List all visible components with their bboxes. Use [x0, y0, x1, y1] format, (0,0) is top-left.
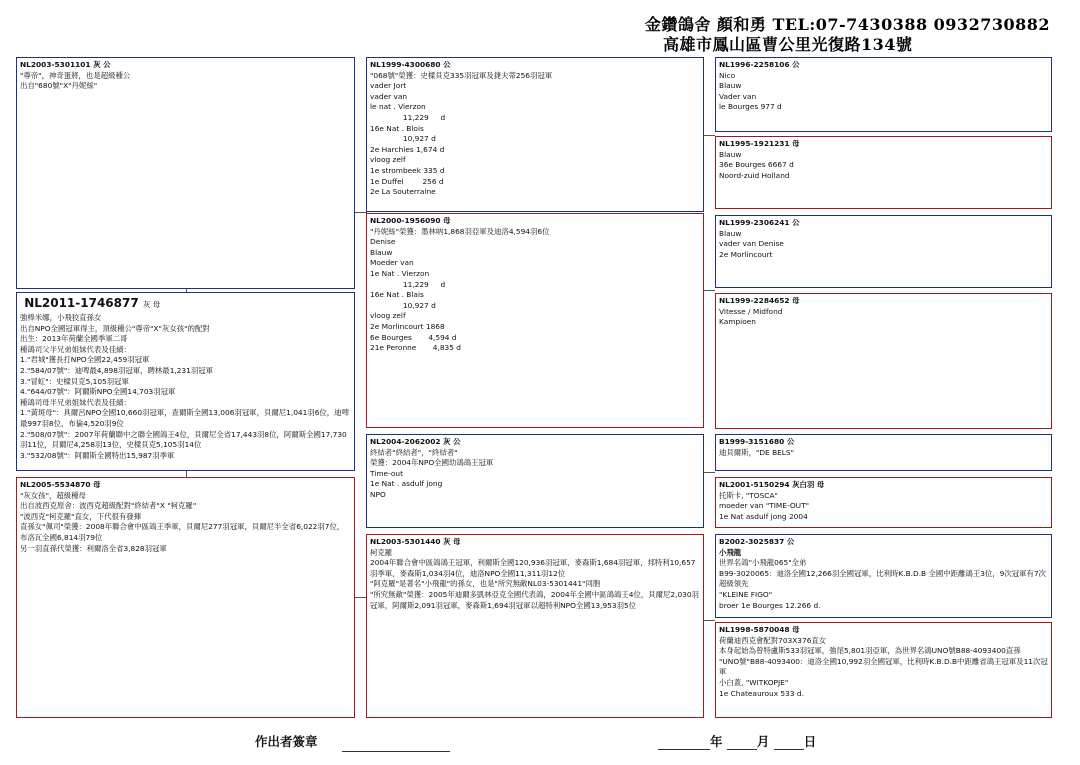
dam-sire-box	[366, 434, 704, 528]
subject-note: 3."532/08號"：阿爾斯全國特出15,987羽季軍	[20, 450, 175, 460]
sire-box	[16, 57, 355, 289]
dam-dam-note: "阿克羅"是著名"小飛龍"的孫女，也是"所究無敵NL03-5301441"同胞	[370, 579, 601, 589]
year-blank	[658, 735, 710, 750]
sire-dam-box	[366, 213, 704, 428]
sire-sire-note: le nat . Vierzon	[370, 102, 426, 112]
sire-sire-note: vader Jort	[370, 81, 407, 91]
subject-note: 種鴿司父半兄弟姐妹代表及佳績：	[20, 344, 131, 354]
connector	[186, 470, 187, 477]
dss-note: 迪貝爾斯，"DE BELS"	[719, 447, 795, 457]
ssd-box	[715, 136, 1052, 209]
month-label: 月	[756, 734, 770, 749]
subject-note: 1."黃斑母"：具爾呂NPO全國10,660羽冠軍，查爾斯全國13,006羽冠軍，貝爾尼1,041羽6位，迪啤最997羽8位，布倫4,520羽9位	[20, 408, 349, 428]
sire-dam-note: 10,927 d	[370, 300, 436, 310]
sire-sire-note: 10,927 d	[370, 134, 436, 144]
sss-box	[715, 57, 1052, 132]
sire-dam-note: 16e Nat . Blais	[370, 290, 424, 300]
sire-sire-note: 11,229 d	[370, 112, 446, 122]
sire-dam-note: 21e Peronne 4,835 d	[370, 343, 461, 353]
dds-note: 小飛龍	[719, 547, 742, 557]
ssd-id: NL1995-1921231 母	[719, 139, 800, 148]
subject-note: 強棒米娜，小飛狡直孫女	[20, 313, 102, 322]
sire-dam-note: Blauw	[370, 247, 393, 257]
dds-note: B99-3020065：迪洛全國12,266羽全國冠軍，比利時K.B.D.B 全國中距離鴿王3位，9次冠軍有7次超級領先	[719, 568, 1047, 589]
dam-sire-note: NPO	[370, 489, 386, 499]
sire-sire-note: vloog zelf	[370, 155, 406, 165]
sds-note: 2e Morlincourt	[719, 249, 773, 259]
sss-note: le Bourges 977 d	[719, 102, 782, 112]
ddd-id: NL1998-5870048 母	[719, 625, 800, 634]
signature-label: 作出者簽章	[255, 734, 318, 749]
sire-dam-note: 11,229 d	[370, 279, 446, 289]
dds-note: 世界名鴿"小飛龍065"全弟	[719, 558, 807, 568]
dsd-id: NL2001-5150294 灰白羽 母	[719, 480, 825, 489]
connector	[703, 135, 715, 136]
sds-box	[715, 215, 1052, 288]
dam-sire-note: Time-out	[370, 468, 403, 478]
sds-note: vader van Denise	[719, 239, 784, 249]
sire-sire-id: NL1999-4300680 公	[370, 60, 451, 69]
month-blank	[727, 735, 757, 750]
sire-sire-note: 16e Nat . Blois	[370, 123, 424, 133]
dam-note: 出自波西克原舍：波西克超級配對"終結者"X "柯克羅"	[20, 501, 197, 511]
subject-id: NL2011-1746877 灰 母	[24, 296, 161, 310]
day-label: 日	[803, 734, 817, 749]
dds-note: broer 1e Bourges 12.266 d.	[719, 600, 821, 610]
dds-note: "KLEINE FIGO"	[719, 589, 773, 599]
connector	[703, 620, 715, 621]
signature-line	[342, 751, 450, 752]
dds-box	[715, 534, 1052, 618]
ddd-note: 本身起始為曾特盧斯533羽冠軍，強尾5,801羽亞軍，為世界名鴿UNO號B88-4093400直孫	[719, 646, 1021, 656]
dsd-note: 托斯卡, "TOSCA"	[719, 490, 778, 500]
sds-note: Blauw	[719, 228, 742, 238]
dam-note: 另一羽直孫代榮獲：利爾洛全省3,828羽冠軍	[20, 543, 167, 553]
sire-dam-note: 2e Morlincourt 1868	[370, 321, 445, 331]
connector	[703, 472, 715, 473]
subject-note: 2."508/07號"：2007年荷蘭聯中之聯全國鴿王4位，貝爾尼全省17,443羽8位，阿爾斯全國17,730羽11位，貝爾尼4,258羽13位，史樑貝克5,105羽14位	[20, 429, 347, 450]
connector	[703, 290, 715, 291]
sire-dam-note: Moeder van	[370, 258, 414, 268]
subject-note: 出生：2013年荷蘭全國季軍二哥	[20, 334, 128, 344]
ssd-note: Noord-zuid Holland	[719, 170, 790, 180]
dam-sire-note: 1e Nat . asdulf jong	[370, 479, 443, 489]
dam-dam-note: 柯克羅	[370, 547, 393, 557]
dam-sire-note: 榮獲：2004年NPO全國幼鴿鴿王冠軍	[370, 458, 494, 468]
sire-sire-note: "068號"榮獲：史樑貝克335羽冠軍及捷夫蒂256羽冠軍	[370, 70, 553, 80]
ddd-note: "UNO號"B88-4093400：迪洛全國10,992羽全國冠軍，比利時K.B.D.B中距離省鴿王冠軍及11次冠軍	[719, 656, 1048, 677]
sire-dam-note: Denise	[370, 237, 396, 247]
dam-note: "灰女孩"，超級種母	[20, 490, 86, 500]
year-label: 年	[710, 734, 723, 749]
sss-id: NL1996-2258106 公	[719, 60, 800, 69]
sdd-note: Kampioen	[719, 317, 756, 327]
breeder-address-line: 高雄市鳳山區曹公里光復路134號	[663, 35, 913, 54]
sire-sire-note: 1e strombeek 335 d	[370, 165, 445, 175]
dam-dam-id: NL2003-5301440 灰 母	[370, 537, 461, 546]
dds-id: B2002-3025837 公	[719, 537, 795, 546]
dam-note: "波西克"柯克羅"直女，下代很有發揮	[20, 511, 142, 521]
dss-id: B1999-3151680 公	[719, 437, 795, 446]
sire-sire-note: vader van	[370, 91, 408, 101]
sdd-id: NL1999-2284652 母	[719, 296, 800, 305]
ssd-note: Blauw	[719, 149, 742, 159]
dsd-box	[715, 477, 1052, 528]
subject-note: 3."冒虹"：史樑貝克5,105羽冠軍	[20, 376, 129, 386]
sire-id: NL2003-5301101 灰 公	[20, 60, 111, 69]
sire-note: 出自"680號"X"丹妮絲"	[20, 81, 98, 91]
subject-note: 種鴿司母半兄弟姐妹代表及佳績：	[20, 397, 131, 407]
sdd-note: Vitesse / Midfond	[719, 306, 783, 316]
sire-dam-note: 6e Bourges 4,594 d	[370, 332, 457, 342]
sds-id: NL1999-2306241 公	[719, 218, 800, 227]
subject-note: 出自NPO全國冠軍得主，頂級種公"尊帝"X"灰女孩"的配對	[20, 323, 210, 333]
sire-dam-note: 1e Nat . Vierzon	[370, 268, 430, 278]
dsd-note: 1e Nat asdulf jong 2004	[719, 511, 808, 521]
sire-sire-note: 2e Harchies 1,674 d	[370, 144, 445, 154]
sire-dam-id: NL2000-1956090 母	[370, 216, 451, 225]
sire-sire-note: 1e Duffel 256 d	[370, 176, 444, 186]
subject-note: 4."644/07號"：阿爾斯NPO全國14,703羽冠軍	[20, 387, 176, 397]
subject-box	[16, 292, 355, 471]
dam-box	[16, 477, 355, 718]
dam-sire-note: 終結者"終結者"，"終結者"	[370, 447, 458, 457]
sdd-box	[715, 293, 1052, 429]
sire-note: "尊帝"，神奇蛋將，也是超級種公	[20, 70, 131, 80]
ddd-note: 荷蘭迪西克會配對703X376直女	[719, 635, 827, 645]
dam-dam-box	[366, 534, 704, 718]
ddd-box	[715, 622, 1052, 718]
dsd-note: moeder van "TIME-OUT"	[719, 501, 809, 511]
dam-id: NL2005-5534870 母	[20, 480, 101, 489]
sire-dam-note: vloog zelf	[370, 311, 406, 321]
subject-note: 2."584/07號"：迪啤最4,898羽冠軍，聘林最1,231羽冠軍	[20, 365, 214, 375]
dam-dam-note: 2004年聯合會中區鴿鴿王冠軍，利爾斯全國120,936羽冠軍，麥森斯1,684羽冠軍，邦特利10,657羽季軍，麥森斯1,034羽4位，迪洛NPO全國11,311羽12位	[370, 558, 696, 578]
breeder-contact-line: 金鑽鴿舍 顏和勇 TEL:07-7430388 0932730882	[644, 15, 1050, 34]
dam-sire-id: NL2004-2062002 灰 公	[370, 437, 461, 446]
day-blank	[774, 735, 804, 750]
ssd-note: 36e Bourges 6667 d	[719, 160, 794, 170]
ddd-note: 小白蓋, "WITKOPJE"	[719, 677, 789, 687]
subject-note: 1."君城"獲長打NPO全國22,459羽冠軍	[20, 355, 150, 365]
sire-sire-box	[366, 57, 704, 212]
sss-note: Nico	[719, 70, 736, 80]
sire-sire-note: 2e La Souterraine	[370, 187, 436, 197]
sss-note: Vader van	[719, 91, 757, 101]
sire-dam-note: "丹妮絲"榮獲：墨林吶1,868羽亞軍及迪洛4,594羽6位	[370, 226, 550, 236]
dam-dam-note: "所究無敵"榮獲：2005年迪爾多凱林亞克全國代表鴿，2004年全國中區鴿鴿王4位，貝爾尼2,030羽冠軍，阿爾斯2,091羽冠軍，麥森斯1,694羽冠軍以超特利NPO全國13,953羽5位	[370, 589, 699, 610]
dss-box	[715, 434, 1052, 471]
date-field	[658, 732, 816, 750]
dam-note: 直孫女"佩司"榮獲：2008年聯合會中區鴿王季軍，貝爾尼277羽冠軍，貝爾尼半全省6,022羽7位，布洛瓦全國6,814羽79位	[20, 522, 345, 542]
ddd-note: 1e Chateauroux 533 d.	[719, 688, 804, 698]
sss-note: Blauw	[719, 81, 742, 91]
